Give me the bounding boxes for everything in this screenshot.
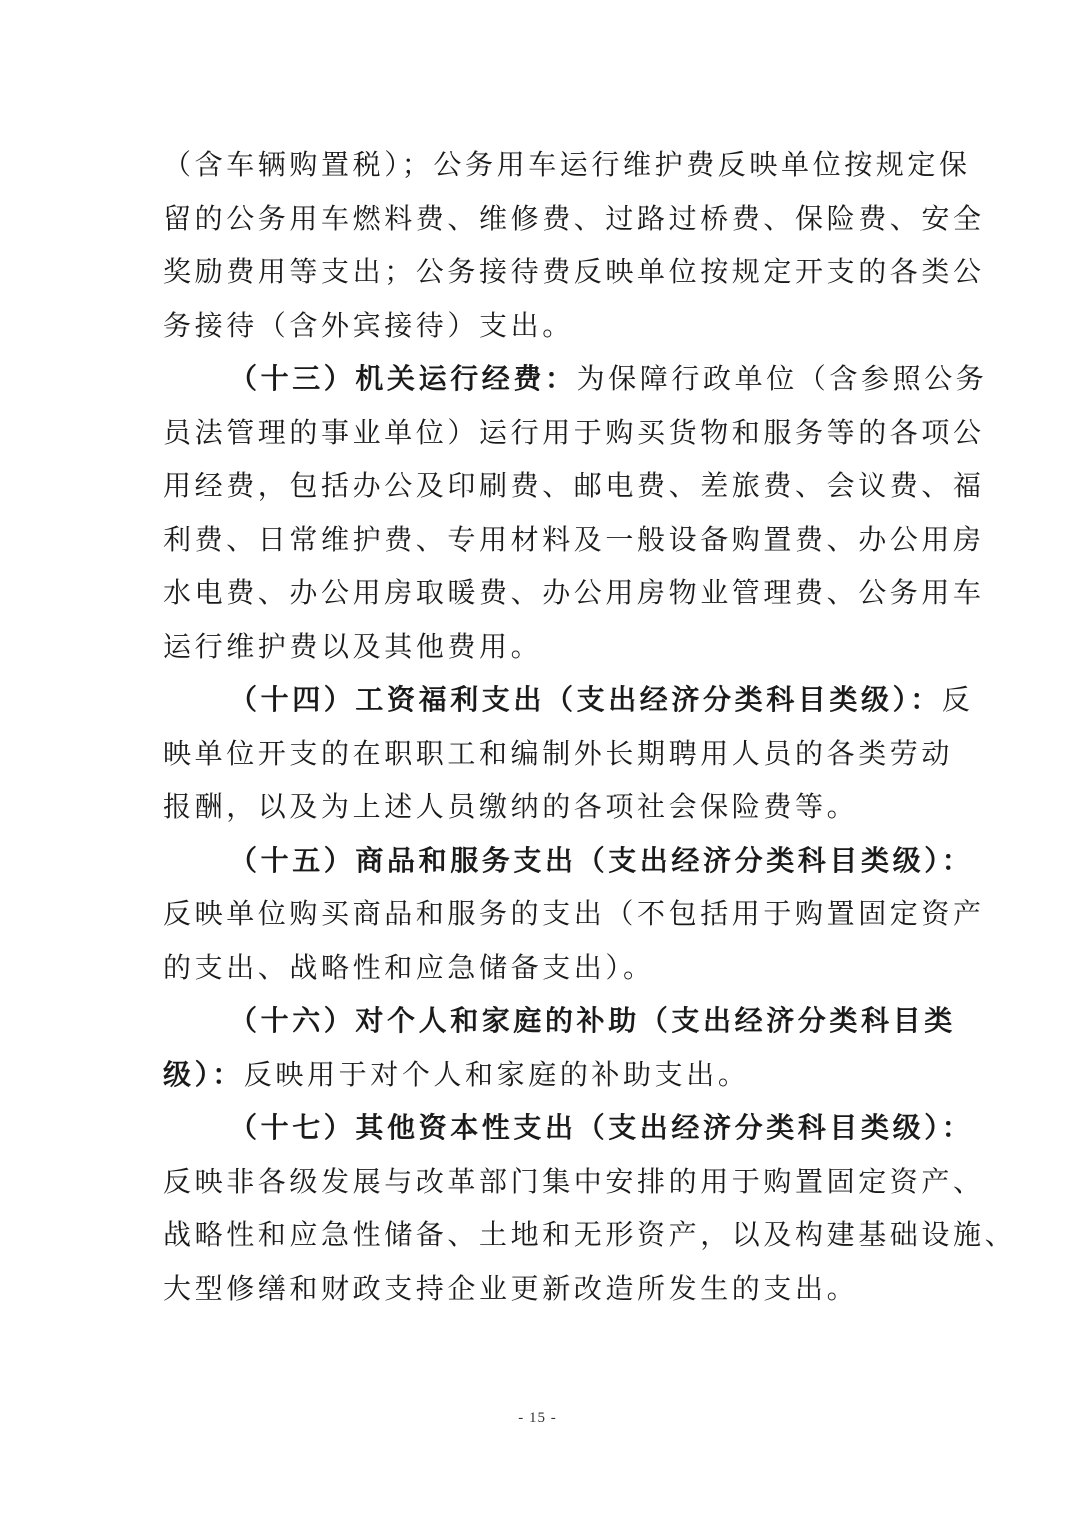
- paragraph-text: 员法管理的事业单位）运行用于购买货物和服务等的各项公: [163, 415, 985, 449]
- paragraph-text: 映单位开支的在职职工和编制外长期聘用人员的各类劳动: [163, 736, 954, 770]
- section-heading: 级）：: [163, 1057, 244, 1091]
- text-line: [163, 1048, 923, 1102]
- text-line: [163, 245, 985, 299]
- paragraph-text: 反映用于对个人和家庭的补助支出。: [243, 1057, 750, 1091]
- paragraph-text: 水电费、办公用房取暖费、办公用房物业管理费、公务用车: [163, 576, 985, 609]
- body-text: [163, 138, 1017, 1315]
- paragraph-text: 大型修缮和财政支持企业更新改造所发生的支出。: [163, 1271, 859, 1305]
- text-line: [163, 941, 923, 995]
- section-heading: （十六）对个人和家庭的补助（支出经济分类科目类: [229, 1004, 956, 1037]
- text-line: [163, 513, 985, 567]
- text-line: [163, 673, 974, 727]
- text-line: [163, 138, 971, 192]
- text-line: [163, 1155, 985, 1209]
- paragraph-text: 报酬，以及为上述人员缴纳的各项社会保险费等。: [163, 790, 859, 823]
- text-line: [163, 727, 954, 781]
- text-line: [163, 1101, 974, 1155]
- paragraph-text: 利费、日常维护费、专用材料及一般设备购置费、办公用房: [163, 522, 985, 556]
- paragraph-text: 的支出、战略性和应急储备支出）。: [163, 950, 655, 984]
- section-heading: （十七）其他资本性支出（支出经济分类科目类级）：: [229, 1111, 974, 1144]
- paragraph-text: 用经费，包括办公及印刷费、邮电费、差旅费、会议费、福: [163, 469, 985, 502]
- text-line: [163, 1262, 923, 1316]
- text-line: [163, 299, 923, 353]
- text-line: [163, 780, 923, 834]
- text-line: [163, 994, 956, 1048]
- paragraph-text: 反映单位购买商品和服务的支出（不包括用于购置固定资产: [163, 897, 985, 930]
- paragraph-text: 奖励费用等支出；公务接待费反映单位按规定开支的各类公: [163, 255, 985, 288]
- paragraph-text: 留的公务用车燃料费、维修费、过路过桥费、保险费、安全: [163, 201, 985, 235]
- text-line: [163, 352, 988, 406]
- paragraph-text: 为保障行政单位（含参照公务: [576, 362, 988, 395]
- text-line: [163, 887, 985, 941]
- paragraph-text: 运行维护费以及其他费用。: [163, 629, 543, 663]
- section-heading: （十五）商品和服务支出（支出经济分类科目类级）：: [229, 843, 974, 877]
- text-line: [163, 620, 923, 674]
- section-heading: （十三）机关运行经费：: [229, 362, 577, 395]
- section-heading: （十四）工资福利支出（支出经济分类科目类级）：: [229, 683, 942, 716]
- page-number: - 15 -: [518, 1410, 557, 1426]
- paragraph-text: 反映非各级发展与改革部门集中安排的用于购置固定资产、: [163, 1164, 985, 1198]
- text-line: [163, 566, 985, 620]
- text-line: [163, 459, 985, 513]
- text-line: [163, 1208, 1017, 1262]
- text-line: [163, 834, 974, 888]
- paragraph-text: 反: [941, 683, 974, 716]
- paragraph-text: 务接待（含外宾接待）支出。: [163, 308, 574, 342]
- paragraph-text: 战略性和应急性储备、土地和无形资产，以及构建基础设施、: [163, 1218, 1017, 1251]
- paragraph-text: （含车辆购置税）；公务用车运行维护费反映单位按规定保: [163, 148, 971, 181]
- text-line: [163, 406, 985, 460]
- text-line: [163, 192, 985, 246]
